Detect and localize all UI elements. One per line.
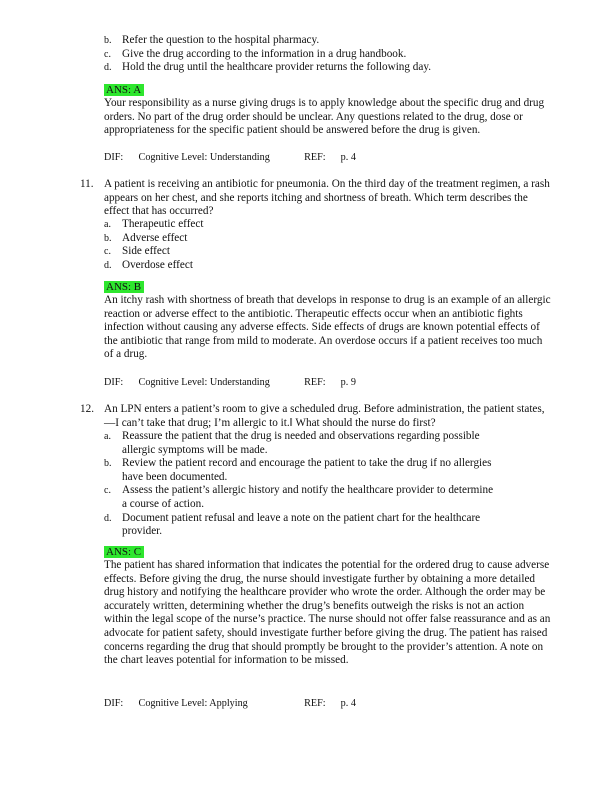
q10-answer (104, 84, 144, 98)
option-letter: a. (104, 219, 111, 230)
q10-options (104, 34, 431, 75)
option-text (122, 484, 493, 511)
option-text: Overdose effect (122, 258, 193, 271)
option-text: Refer the question to the hospital pharmacy. (122, 34, 320, 46)
q12-answer (104, 546, 144, 560)
option-text: Hold the drug until the healthcare provider returns the following day. (122, 61, 432, 74)
option-text-continuation: have been documented. (122, 470, 228, 483)
dif-label: DIF: (104, 152, 124, 163)
q10-rationale: Your responsibility as a nurse giving drugs is to apply knowledge about the specific drug and drug orders. No part of the drug order should be unclear. Any questions related to the drug, dose or appropriateness for the specific patient should be answered before the drug is given. (104, 97, 545, 137)
q11-option-b (104, 232, 203, 246)
option-letter: b. (104, 232, 112, 244)
q12-option-c (104, 484, 493, 511)
option-text (122, 512, 493, 539)
q12-option-b (104, 457, 493, 484)
q10-option-d (104, 61, 431, 75)
question-number: 12. (80, 403, 94, 415)
q12-options (104, 430, 493, 539)
q12-rationale: The patient has shared information that indicates the potential for the ordered drug to cause adverse effects. Before giving the drug, the nurse should investigate further by obtaining a more detailed drug history and notifying the healthcare provider who wrote the order. Although the order may be accurately written, determining whether the drug’s benefits outweigh the risks is not an action within the legal scope of the nurse’s practice. The nurse should not offer false reassurance and as an advocate for patient safety, should investigate further before giving the drug. The patient has raised concerns regarding the drug that should promptly be brought to the provider’s attention. A note on the chart leaves potential for information to be missed. (104, 559, 551, 667)
option-text (122, 457, 493, 484)
dif-label: DIF: (104, 698, 124, 709)
ref-value: p. 4 (340, 152, 356, 163)
ref-value: p. 9 (340, 377, 356, 388)
dif-value: Cognitive Level: Understanding (138, 152, 270, 163)
q10-option-c (104, 48, 431, 62)
option-text-continuation: a course of action. (122, 497, 205, 510)
question-number: 11. (80, 178, 94, 190)
option-text: Give the drug according to the information in a drug handbook. (122, 47, 407, 60)
dif-value: Cognitive Level: Understanding (138, 377, 270, 388)
option-letter: c. (104, 485, 111, 497)
q10-meta (104, 151, 356, 165)
q10-option-b (104, 34, 431, 48)
dif-label: DIF: (104, 377, 124, 388)
option-letter: d. (104, 62, 112, 74)
option-text-line: Assess the patient’s allergic history and notify the healthcare provider to determine (122, 484, 494, 497)
question-stem: A patient is receiving an antibiotic for pneumonia. On the third day of the treatment regimen, a rash appears on her chest, and she reports itching and shortness of breath. Which term describes the effect that has occurred? (104, 178, 550, 218)
q12-question (80, 403, 550, 430)
option-letter: d. (104, 512, 112, 524)
option-letter: c. (104, 48, 111, 60)
option-text: Side effect (122, 245, 170, 258)
ref-label: REF: (304, 377, 326, 388)
option-text: Adverse effect (122, 231, 188, 244)
option-letter: b. (104, 458, 112, 470)
q12-option-a (104, 430, 493, 457)
q11-answer (104, 281, 144, 295)
ref-label: REF: (304, 698, 326, 709)
option-text-continuation: allergic symptoms will be made. (122, 443, 268, 456)
option-text-continuation: provider. (122, 525, 163, 538)
q11-options (104, 218, 203, 272)
answer-label: ANS: A (104, 84, 144, 96)
option-letter: c. (104, 246, 111, 258)
option-text-line: Document patient refusal and leave a note on the patient chart for the healthcare (122, 511, 481, 524)
q11-option-c (104, 245, 203, 259)
dif-value: Cognitive Level: Applying (138, 698, 248, 709)
option-text-line: Reassure the patient that the drug is needed and observations regarding possible (122, 430, 480, 442)
option-letter: a. (104, 431, 111, 442)
question-stem: An LPN enters a patient’s room to give a scheduled drug. Before administration, the patient states, ―I can’t take that drug; I’m allergic to it.‖ What should the nurse do first? (104, 403, 545, 429)
q12-option-d (104, 512, 493, 539)
answer-label: ANS: B (104, 281, 144, 293)
q11-rationale: An itchy rash with shortness of breath that develops in response to drug is an example of an allergic reaction or adverse effect to the antibiotic. Therapeutic effects occur when an antibiotic fights infection without causing any adverse effects. Side effects of drugs are known potential effects of the antibiotic that range from mild to moderate. An overdose occurs if a patient receives too much of a drug. (104, 294, 551, 361)
q11-meta (104, 376, 356, 390)
option-letter: d. (104, 259, 112, 271)
ref-label: REF: (304, 152, 326, 163)
q11-option-d (104, 259, 203, 273)
option-text: Therapeutic effect (122, 218, 204, 230)
option-text-line: Review the patient record and encourage the patient to take the drug if no allergies (122, 457, 492, 470)
option-letter: b. (104, 35, 112, 46)
q12-meta (104, 697, 356, 711)
answer-label: ANS: C (104, 546, 144, 558)
q11-option-a (104, 218, 203, 232)
option-text (122, 430, 493, 457)
ref-value: p. 4 (340, 698, 356, 709)
q11-question (80, 178, 550, 219)
